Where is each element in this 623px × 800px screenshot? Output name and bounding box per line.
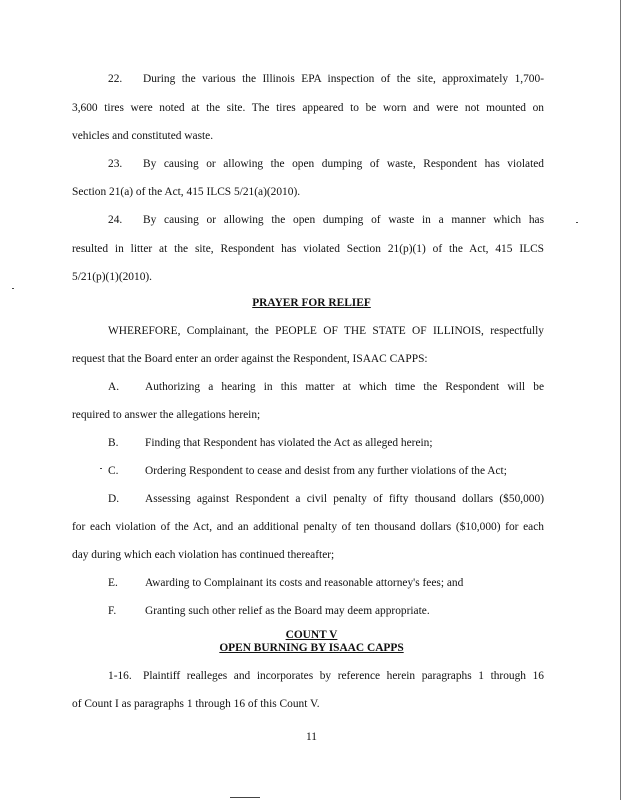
paragraph-22-line-1: During the various the Illinois EPA inspection of the site, approximately 1,700-	[143, 73, 544, 85]
paragraph-24-line-3: 5/21(p)(1)(2010).	[72, 271, 153, 283]
count-v-line-2: of Count I as paragraphs 1 through 16 of this Count V.	[72, 698, 320, 710]
page-edge	[620, 0, 621, 800]
count-v-line-1: Plaintiff realleges and incorporates by reference herein paragraphs 1 through 16	[143, 670, 544, 682]
paragraph-24-line-2: resulted in litter at the site, Respondent has violated Section 21(p)(1) of the Act, 415 ILCS	[72, 243, 544, 255]
prayer-item-e-line-1: Awarding to Complainant its costs and reasonable attorney's fees; and	[145, 577, 464, 589]
prayer-item-d-letter: D.	[108, 493, 120, 505]
prayer-item-a-line-2: required to answer the allegations herein;	[72, 409, 261, 421]
prayer-item-e-letter: E.	[108, 577, 118, 589]
paragraph-24-line-1: By causing or allowing the open dumping of waste in a manner which has	[143, 214, 544, 226]
paragraph-23-line-1: By causing or allowing the open dumping of waste, Respondent has violated	[143, 158, 544, 170]
prayer-item-d-line-3: day during which each violation has continued thereafter;	[72, 549, 335, 561]
scan-speck	[12, 288, 14, 289]
prayer-heading: PRAYER FOR RELIEF	[252, 297, 371, 309]
prayer-intro-line-1: WHEREFORE, Complainant, the PEOPLE OF THE STATE OF ILLINOIS, respectfully	[108, 325, 544, 337]
prayer-item-f-letter: F.	[108, 605, 117, 617]
count-v-paragraph-number: 1-16.	[108, 670, 132, 682]
scan-speck	[100, 468, 102, 469]
prayer-item-a-letter: A.	[108, 381, 120, 393]
prayer-item-c-letter: C.	[108, 465, 119, 477]
prayer-item-b-line-1: Finding that Respondent has violated the Act as alleged herein;	[145, 437, 433, 449]
prayer-item-d-line-1: Assessing against Respondent a civil penalty of fifty thousand dollars ($50,000)	[145, 493, 544, 505]
paragraph-22-number: 22.	[108, 73, 123, 85]
scan-speck	[230, 797, 260, 798]
paragraph-23-number: 23.	[108, 158, 123, 170]
paragraph-23-line-2: Section 21(a) of the Act, 415 ILCS 5/21(a)(2010).	[72, 186, 301, 198]
paragraph-22-line-2: 3,600 tires were noted at the site. The tires appeared to be worn and were not mounted on	[72, 102, 544, 114]
count-v-heading: COUNT V	[285, 629, 338, 641]
prayer-item-f-line-1: Granting such other relief as the Board may deem appropriate.	[145, 605, 430, 617]
prayer-item-a-line-1: Authorizing a hearing in this matter at which time the Respondent will be	[145, 381, 544, 393]
prayer-intro-line-2: request that the Board enter an order against the Respondent, ISAAC CAPPS:	[72, 353, 428, 365]
page-number: 11	[306, 731, 317, 743]
count-v-subheading: OPEN BURNING BY ISAAC CAPPS	[219, 642, 404, 654]
prayer-item-d-line-2: for each violation of the Act, and an additional penalty of ten thousand dollars ($10,000) for each	[72, 521, 544, 533]
prayer-item-b-letter: B.	[108, 437, 119, 449]
paragraph-24-number: 24.	[108, 214, 123, 226]
prayer-item-c-line-1: Ordering Respondent to cease and desist from any further violations of the Act;	[145, 465, 507, 477]
scan-speck	[576, 222, 578, 223]
paragraph-22-line-3: vehicles and constituted waste.	[72, 130, 214, 142]
